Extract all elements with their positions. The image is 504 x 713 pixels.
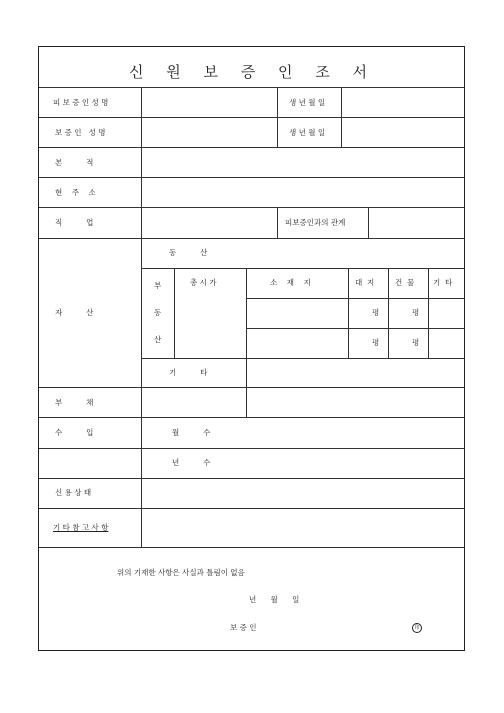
rule (39, 417, 464, 418)
guaranteed-name-label: 피 보 증 인 성 명 (53, 98, 109, 107)
registered-domicile-label: 본 적 (55, 158, 94, 167)
guarantor-name-label: 보 증 인 성 명 (55, 128, 106, 137)
rule (39, 238, 464, 239)
rule (39, 478, 464, 479)
rule (246, 268, 247, 417)
pyeong-building-2: 평 (412, 338, 420, 347)
building-label: 건 물 (395, 278, 415, 287)
rule (39, 87, 464, 88)
address-label: 현 주 소 (55, 188, 96, 197)
rule (277, 117, 278, 147)
rule (39, 177, 464, 178)
rule (39, 117, 464, 118)
occupation-label: 직 업 (55, 218, 94, 227)
real-estate-label-1: 부 (154, 281, 162, 290)
birth-date-label-2: 생 년 월 일 (289, 128, 326, 137)
rule (246, 298, 464, 299)
credit-status-label: 신 용 상 태 (55, 488, 92, 497)
form-title: 신 원 보 증 인 조 서 (128, 63, 377, 81)
rule (341, 117, 342, 147)
monthly-income-label: 월 수 (172, 428, 211, 437)
assets-label: 자 산 (55, 308, 94, 317)
debt-label: 부 채 (55, 398, 94, 407)
rule (428, 268, 429, 358)
real-estate-label-3: 산 (154, 335, 162, 344)
remarks-label: 기 타 참 고 사 항 (53, 523, 109, 532)
pyeong-building-1: 평 (412, 308, 420, 317)
guarantor-signature-label: 보 증 인 (230, 623, 257, 632)
rule (277, 87, 278, 117)
rule (348, 268, 349, 358)
rule (39, 147, 464, 148)
rule (39, 207, 464, 208)
rule (277, 207, 278, 238)
other-column-label: 기 타 (433, 278, 453, 287)
income-label: 수 입 (55, 428, 94, 437)
movable-property-label: 동 산 (169, 248, 208, 257)
rule (39, 508, 464, 509)
date-line: 년 월 일 (249, 595, 300, 604)
other-assets-label: 기 타 (169, 368, 208, 377)
birth-date-label: 생 년 월 일 (289, 98, 326, 107)
rule (39, 448, 464, 449)
relation-label: 피보증인과의 관계 (285, 218, 346, 227)
guarantor-form (38, 46, 465, 651)
rule (174, 268, 175, 358)
pyeong-land-2: 평 (372, 338, 380, 347)
real-estate-label-2: 동 (154, 308, 162, 317)
rule (388, 268, 389, 358)
certification-statement: 위의 기재한 사항은 사실과 틀림이 없음 (117, 568, 245, 577)
rule (246, 328, 464, 329)
pyeong-land-1: 평 (372, 308, 380, 317)
rule (341, 87, 342, 117)
rule (368, 207, 369, 238)
seal-mark: 印 (412, 623, 422, 633)
rule (141, 87, 142, 547)
rule (141, 268, 464, 269)
rule (39, 387, 464, 388)
rule (141, 358, 464, 359)
location-label: 소 재 지 (270, 278, 311, 287)
land-label: 대 지 (355, 278, 375, 287)
rule (39, 547, 464, 548)
total-value-label: 총 시 가 (190, 278, 217, 287)
yearly-income-label: 년 수 (172, 458, 211, 467)
